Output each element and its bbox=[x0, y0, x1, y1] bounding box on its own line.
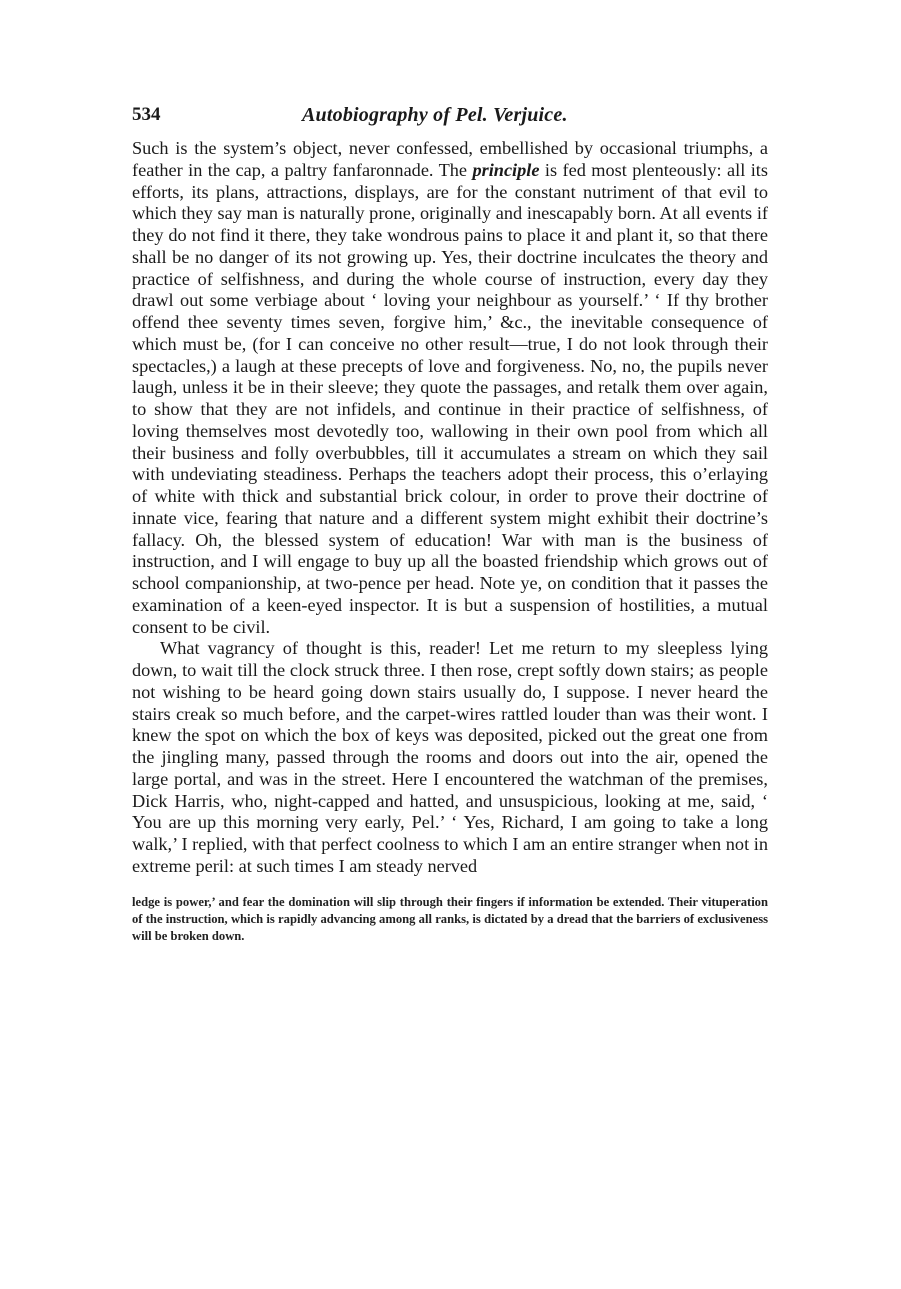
paragraph-1 bbox=[132, 138, 768, 638]
running-title: Autobiography of Pel. Verjuice. bbox=[302, 104, 568, 126]
paragraph-2: What vagrancy of thought is this, reader! Let me return to my sleepless lying down, to wait till the clock struck three. I then rose, crept softly down stairs; as people not wishing to be heard going down stairs usually do, I suppose. I never heard the stairs creak so much before, and the carpet-wires rattled louder than was their wont. I knew the spot on which the box of keys was deposited, picked out the great one from the jingling many, passed through the rooms and doors out into the air, opened the large portal, and was in the street. Here I encountered the watchman of the premises, Dick Harris, who, night-capped and hatted, and unsuspicious, looking at me, said, ‘ You are up this morning very early, Pel.’ ‘ Yes, Richard, I am going to take a long walk,’ I replied, with that perfect coolness to which I am an entire stranger when not in extreme peril: at such times I am steady nerved bbox=[132, 638, 768, 876]
running-head bbox=[132, 104, 768, 138]
footnote: ledge is power,’ and fear the domination will slip through their fingers if information be extended. Their vituperation of the instruction, which is rapidly advancing among all ranks, is dictated by a dread that the barriers of exclusiveness will be broken down. bbox=[132, 894, 768, 943]
emphasis-principle: principle bbox=[472, 159, 540, 180]
paragraph-1-part-b: is fed most plenteously: all its efforts, its plans, attractions, displays, are for the constant nutriment of that evil to which they say man is naturally prone, originally and inescapably born. At all events if they do not find it there, they take wondrous pains to place it and plant it, so that there shall be no danger of its not growing up. Yes, their doctrine inculcates the theory and practice of selfishness, and during the whole course of instruction, every day they drawl out some verbiage about ‘ loving your neighbour as yourself.’ ‘ If thy brother offend thee seventy times seven, forgive him,’ &c., the inevitable consequence of which must be, (for I can conceive no other result—true, I do not look through their spectacles,) a laugh at these precepts of love and forgiveness. No, no, the pupils never laugh, unless it be in their sleeve; they quote the passages, and retalk them over again, to show that they are not infidels, and continue in their practice of selfishness, of loving themselves most devotedly too, wallowing in their own pool from which all their business and folly overbubbles, till it accumulates a stream on which they sail with undeviating steadiness. Perhaps the teachers adopt their process, this o’erlaying of white with thick and substantial brick colour, in order to prove their doctrine of innate vice, fearing that nature and a different system might exhibit their doctrine’s fallacy. Oh, the blessed system of education! War with man is the business of instruction, and I will engage to buy up all the boasted friendship which grows out of school companionship, at two-pence per head. Note ye, on condition that it passes the examination of a keen-eyed inspector. It is but a suspension of hostilities, a mutual consent to be civil. bbox=[132, 159, 768, 637]
book-page bbox=[132, 104, 768, 945]
page-number: 534 bbox=[132, 104, 161, 125]
paragraph-1-part-a: Such is the system’s object, never confessed, embellished by occasional triumphs, a feather in the cap, a paltry fanfaronnade. The bbox=[132, 138, 768, 180]
body-text bbox=[132, 138, 768, 878]
